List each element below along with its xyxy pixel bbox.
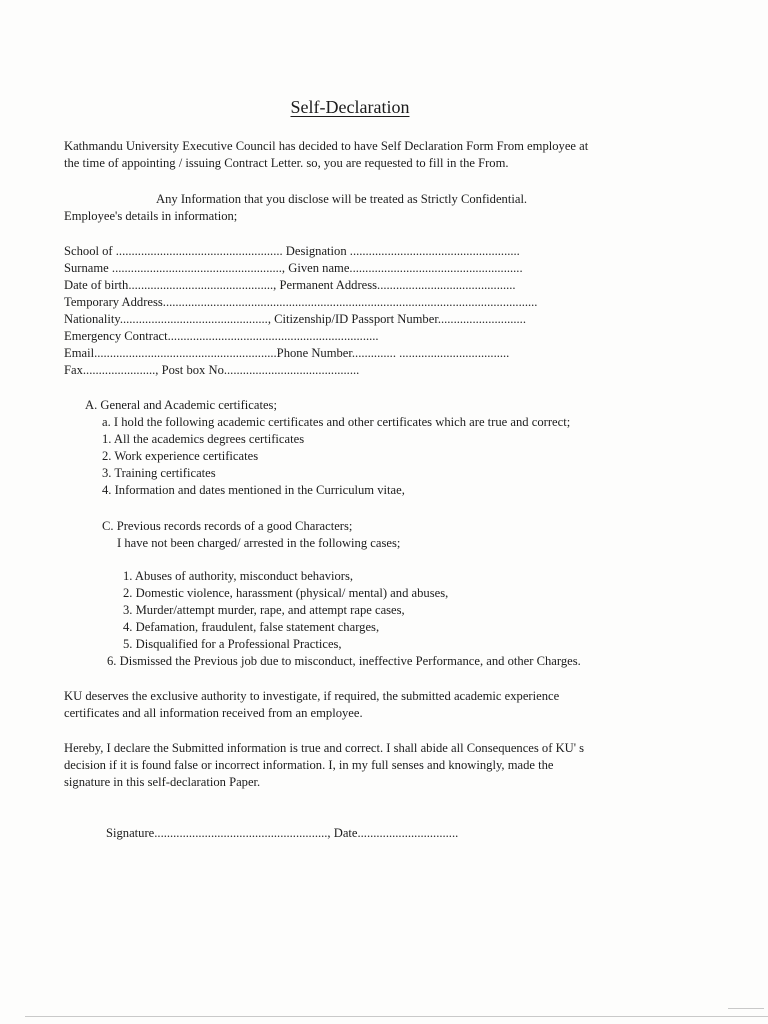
field-dob-permanent-address[interactable]: Date of birth.............................................., Permanent Address............................................	[64, 278, 516, 292]
scan-edge-line	[25, 1016, 768, 1017]
list-item: 4. Information and dates mentioned in the Curriculum vitae,	[102, 483, 405, 497]
declaration-line-3: signature in this self-declaration Paper.	[64, 775, 261, 789]
field-email-phone[interactable]: Email..........................................................Phone Number.............. ...................................	[64, 346, 510, 360]
authority-line-1: KU deserves the exclusive authority to investigate, if required, the submitted academic experience	[64, 689, 560, 703]
intro-line-1: Kathmandu University Executive Council has decided to have Self Declaration Form From employee at	[64, 139, 589, 153]
field-temporary-address[interactable]: Temporary Address.......................................................................................................................	[64, 295, 538, 309]
signature-date-line[interactable]: Signature......................................................., Date................................	[106, 826, 459, 840]
intro-line-2: the time of appointing / issuing Contract Letter. so, you are requested to fill in the From.	[64, 156, 509, 170]
section-a-intro: a. I hold the following academic certificates and other certificates which are true and correct;	[102, 415, 571, 429]
section-a-heading: A. General and Academic certificates;	[85, 398, 277, 412]
list-item: 3. Murder/attempt murder, rape, and attempt rape cases,	[123, 603, 405, 617]
list-item: 1. All the academics degrees certificates	[102, 432, 305, 446]
field-school-designation[interactable]: School of ..................................................... Designation ......................................................	[64, 244, 520, 258]
declaration-line-2: decision if it is found false or incorrect information. I, in my full senses and knowingly, made the	[64, 758, 554, 772]
list-item: 1. Abuses of authority, misconduct behaviors,	[123, 569, 354, 583]
list-item: 4. Defamation, fraudulent, false statement charges,	[123, 620, 380, 634]
confidential-notice: Any Information that you disclose will be treated as Strictly Confidential.	[156, 192, 528, 206]
scan-edge-mark	[728, 1008, 764, 1009]
field-nationality-citizenship[interactable]: Nationality..............................................., Citizenship/ID Passport Number............................	[64, 312, 526, 326]
field-surname-given-name[interactable]: Surname ......................................................, Given name.......................................................	[64, 261, 523, 275]
field-fax-post-box[interactable]: Fax......................., Post box No...........................................	[64, 363, 360, 377]
section-c-heading: C. Previous records records of a good Characters;	[102, 519, 353, 533]
section-c-intro: I have not been charged/ arrested in the following cases;	[117, 536, 401, 550]
list-item: 3. Training certificates	[102, 466, 216, 480]
declaration-line-1: Hereby, I declare the Submitted information is true and correct. I shall abide all Consequences of KU' s	[64, 741, 585, 755]
list-item: 6. Dismissed the Previous job due to misconduct, ineffective Performance, and other Charges.	[107, 654, 581, 668]
field-emergency-contact[interactable]: Emergency Contract...................................................................	[64, 329, 379, 343]
list-item: 5. Disqualified for a Professional Practices,	[123, 637, 342, 651]
authority-line-2: certificates and all information received from an employee.	[64, 706, 363, 720]
details-heading: Employee's details in information;	[64, 209, 238, 223]
list-item: 2. Work experience certificates	[102, 449, 259, 463]
list-item: 2. Domestic violence, harassment (physical/ mental) and abuses,	[123, 586, 449, 600]
page-title: Self-Declaration	[290, 97, 410, 117]
